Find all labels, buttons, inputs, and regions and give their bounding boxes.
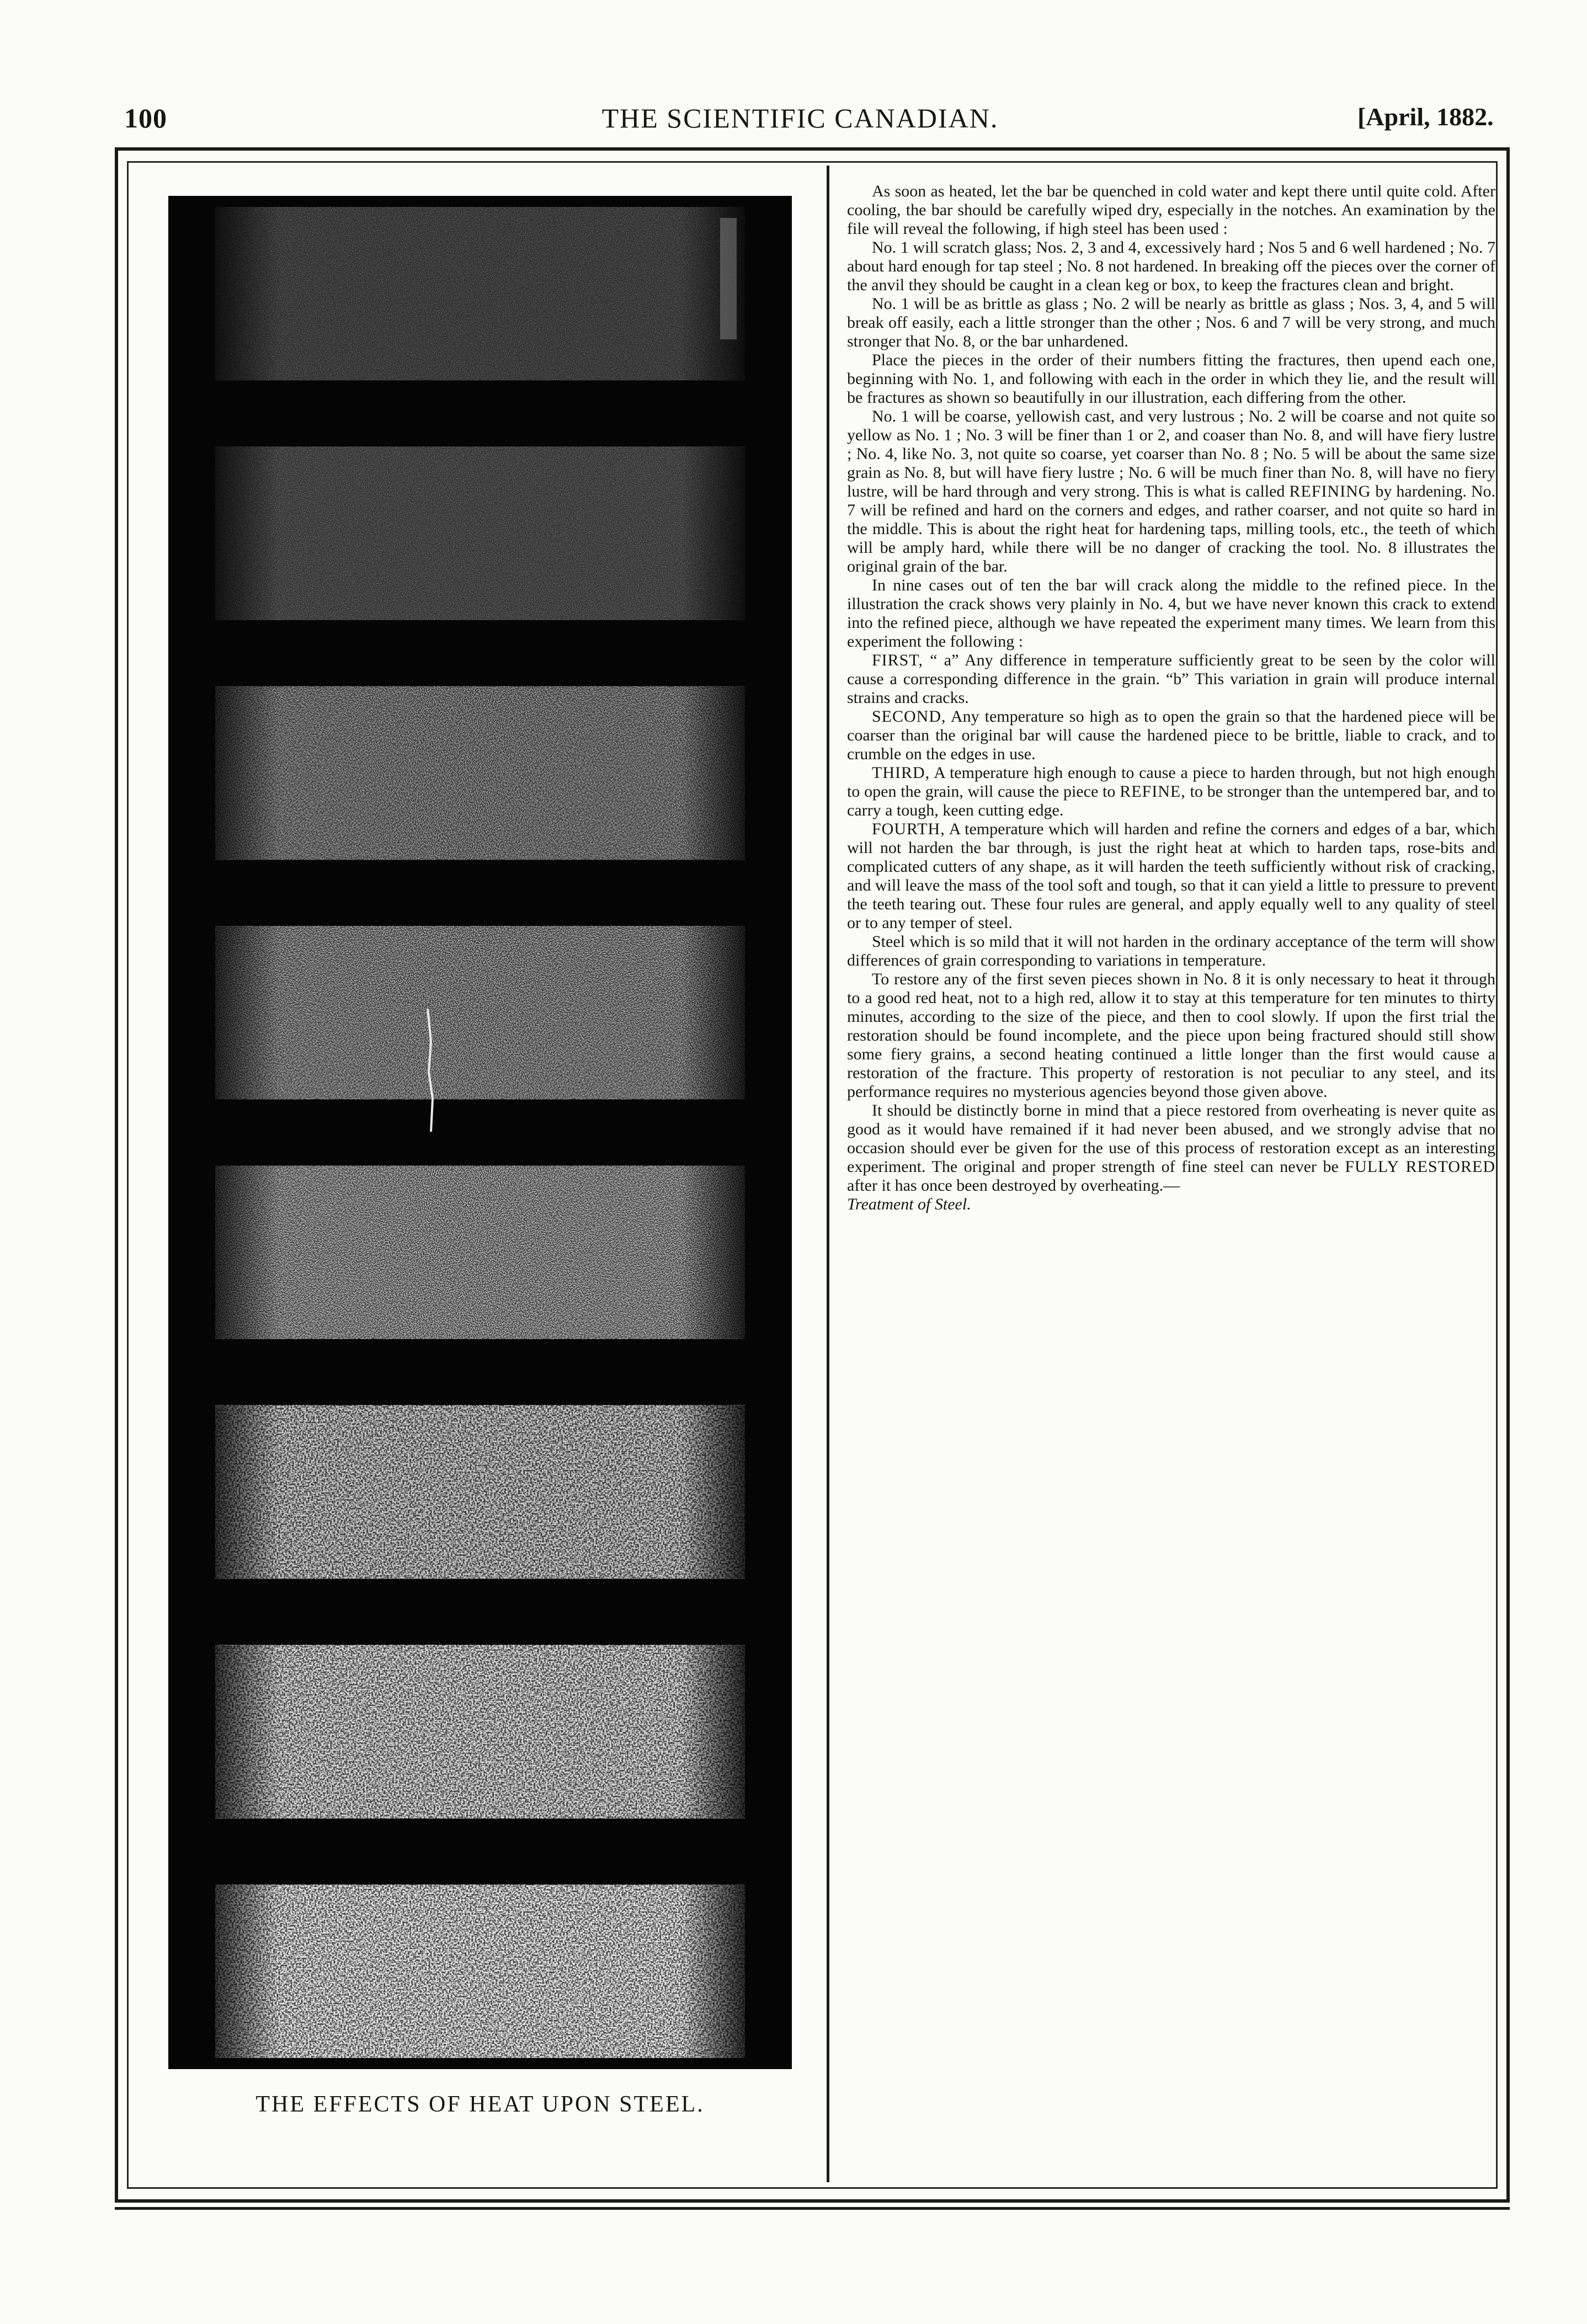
article-paragraph [847, 238, 1495, 295]
rule-heading: SECOND, [872, 707, 946, 726]
column-divider [827, 166, 829, 2182]
journal-title: THE SCIENTIFIC CANADIAN. [601, 103, 999, 134]
bar-side-highlight [720, 218, 737, 339]
paragraph-text: Place the pieces in the order of their numbers fitting the fractures, then upend each one, beginning with No. 1, and following with each in the order in which they lie, and the result will be fractures as shown so beautifully in our illustration, each differing from the other. [847, 351, 1495, 407]
fracture-bar-7 [215, 1645, 745, 1818]
article-paragraph [847, 1101, 1495, 1214]
article-paragraph [847, 707, 1495, 764]
figure-caption: THE EFFECTS OF HEAT UPON STEEL. [255, 2092, 705, 2117]
article-paragraph [847, 651, 1495, 707]
steel-fracture-illustration [168, 196, 792, 2069]
fracture-bar-2 [215, 446, 745, 620]
fracture-bar-6 [215, 1405, 745, 1579]
running-head [0, 0, 1587, 143]
frame-bottom-rule [115, 2207, 1510, 2210]
article-paragraph [847, 295, 1495, 351]
paragraph-text: It should be distinctly borne in mind that a piece restored from overheating is never quite as good as it would have remained if it had never been abused, and we strongly advise that no occasion should ever be given for the use of this process of restoration except as an interesting experiment. The original and proper strength of fine steel can never be [847, 1101, 1495, 1176]
article-paragraph [847, 970, 1495, 1101]
article-paragraph [847, 932, 1495, 970]
paragraph-text: No. 1 will be as brittle as glass ; No. 2 will be nearly as brittle as glass ; Nos. 3, 4, and 5 will break off easily, each a little stronger than the other ; Nos. 6 and 7 will be very strong, and much stronger that No. 8, or the bar unhardened. [847, 295, 1495, 350]
steel-fracture-plate [168, 196, 792, 2069]
paragraph-text-continued: to be stronger than the untempered bar, and to carry a tough, keen cutting edge. [847, 782, 1496, 819]
paragraph-text: A temperature which will harden and refine the corners and edges of a bar, which will not harden the bar through, is just the right heat at which to harden taps, rose-bits and complicated cutters of any shape, as it will harden the teeth sufficiently without risk of cracking, and will leave the mass of the tool soft and tough, so that it can yield a little to pressure to prevent the teeth tearing out. These four rules are general, and apply equally well to any quality of steel or to any temper of steel. [847, 820, 1495, 932]
bar-edge-shading [215, 207, 745, 380]
paragraph-text: A temperature high enough to cause a piece to harden through, but not high enough to open the grain, will cause the piece to [847, 764, 1495, 801]
article-paragraph [847, 407, 1495, 576]
fracture-bar-3 [215, 686, 745, 860]
bar-edge-shading [215, 1166, 745, 1339]
fracture-bar-1 [215, 207, 745, 380]
article-body [847, 182, 1495, 2168]
fracture-bar-4 [215, 926, 745, 1099]
bar-edge-shading [215, 926, 745, 1099]
article-paragraph [847, 351, 1495, 407]
article-paragraph [847, 576, 1495, 651]
fracture-bar-5 [215, 1166, 745, 1339]
paragraph-text: “ a” Any difference in temperature sufficiently great to be seen by the color will cause a corresponding difference in the grain. “b” This variation in grain will produce internal strains and cracks. [847, 651, 1495, 707]
article-paragraph [847, 764, 1495, 820]
rule-heading: THIRD, [872, 764, 930, 782]
rule-heading: FOURTH, [872, 820, 945, 838]
fracture-bar-8 [215, 1885, 745, 2058]
emphasis-term: REFINE, [1120, 782, 1186, 801]
paragraph-text: To restore any of the first seven pieces shown in No. 8 it is only necessary to heat it through to a good red heat, not to a high red, allow it to stay at this temperature for ten minutes to thirty minutes, according to the size of the piece, and then to cool slowly. If upon the first trial the restoration should be found incomplete, and the piece upon being fractured should still show some fiery grains, a second heating continued a little longer than the first would cause a restoration of the fracture. This property of restoration is not peculiar to any steel, and its performance requires no mysterious agencies beyond those given above. [847, 970, 1495, 1101]
emphasis-term: REFINING [1289, 482, 1371, 500]
paragraph-text-continued: by hardening. No. 7 will be refined and hard on the corners and edges, and rather coarser, and not quite so hard in the middle. This is about the right heat for hardening taps, milling tools, etc., the teeth of which will be amply hard, while there will be no danger of cracking the tool. No. 8 illustrates the original grain of the bar. [847, 482, 1495, 575]
emphasis-term: FULLY RESTORED [1345, 1158, 1495, 1176]
bar-edge-shading [215, 1885, 745, 2058]
paragraph-text: Any temperature so high as to open the grain so that the hardened piece will be coarser than the original bar will cause the hardened piece to be brittle, liable to crack, and to crumble on the edges in use. [847, 707, 1495, 763]
paragraph-text: No. 1 will be coarse, yellowish cast, and very lustrous ; No. 2 will be coarse and not quite so yellow as No. 1 ; No. 3 will be finer than 1 or 2, and coaser than No. 8, and will have fiery lustre ; No. 4, like No. 3, not quite so coarse, yet coarser than No. 8 ; No. 5 will be about the same size grain as No. 8, but will have fiery lustre ; No. 6 will be much finer than No. 8, will have no fiery lustre, will be hard through and very strong. This is what is called [847, 407, 1495, 500]
article-paragraph [847, 182, 1495, 238]
paragraph-text: In nine cases out of ten the bar will crack along the middle to the refined piece. In the illustration the crack shows very plainly in No. 4, but we have never known this crack to extend into the refined piece, although we have repeated the experiment many times. We learn from this experiment the following : [847, 576, 1495, 651]
paragraph-text: As soon as heated, let the bar be quenched in cold water and kept there until quite cold. After cooling, the bar should be carefully wiped dry, especially in the notches. An examination by the file will reveal the following, if high steel has been used : [847, 182, 1495, 238]
paragraph-text: No. 1 will scratch glass; Nos. 2, 3 and 4, excessively hard ; Nos 5 and 6 well hardened ; No. 7 about hard enough for tap steel ; No. 8 not hardened. In breaking off the pieces over the corner of the anvil they should be caught in a clean keg or box, to keep the fractures clean and bright. [847, 238, 1495, 294]
bar-edge-shading [215, 686, 745, 860]
paragraph-text-continued: after it has once been destroyed by overheating.— [847, 1176, 1180, 1195]
page-number: 100 [124, 103, 167, 134]
article-source: Treatment of Steel. [847, 1195, 971, 1213]
paragraph-text: Steel which is so mild that it will not harden in the ordinary acceptance of the term will show differences of grain corresponding to variations in temperature. [847, 932, 1495, 969]
article-paragraph [847, 820, 1495, 932]
bar-edge-shading [215, 446, 745, 620]
bar-edge-shading [215, 1405, 745, 1579]
issue-date: [April, 1882. [1357, 103, 1494, 131]
bar-edge-shading [215, 1645, 745, 1818]
rule-heading: FIRST, [872, 651, 923, 669]
